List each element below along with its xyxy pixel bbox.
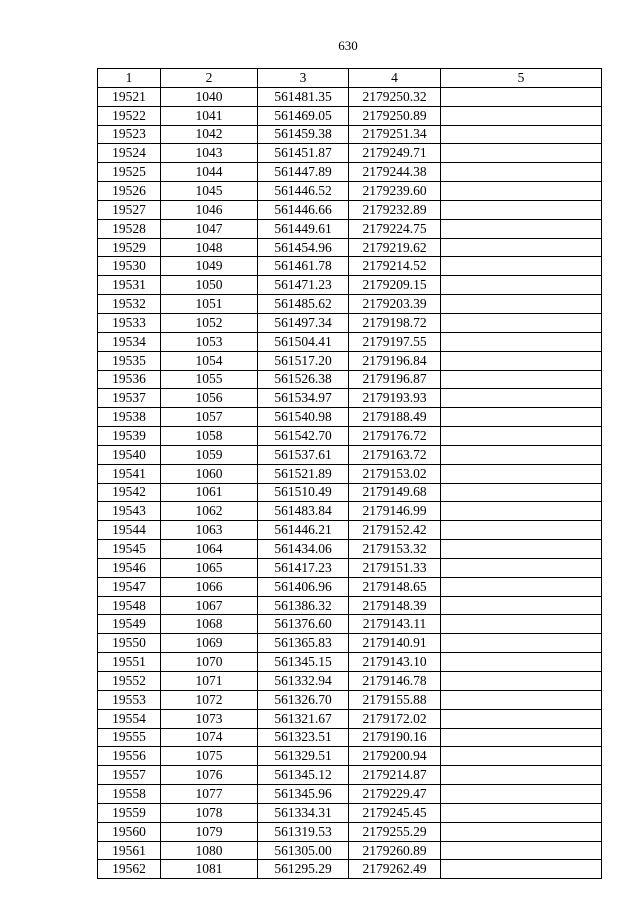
column-header-5: 5 xyxy=(441,69,602,88)
table-row xyxy=(98,257,602,276)
y-coordinate-cell: 2179245.45 xyxy=(349,803,441,822)
table-row xyxy=(98,785,602,804)
note-cell xyxy=(441,313,602,332)
table-row xyxy=(98,445,602,464)
table-row xyxy=(98,577,602,596)
vertex-number-cell: 1050 xyxy=(161,276,258,295)
note-cell xyxy=(441,709,602,728)
vertex-number-cell: 1071 xyxy=(161,672,258,691)
table-row xyxy=(98,615,602,634)
note-cell xyxy=(441,502,602,521)
note-cell xyxy=(441,860,602,879)
y-coordinate-cell: 2179155.88 xyxy=(349,690,441,709)
x-coordinate-cell: 561446.52 xyxy=(258,182,349,201)
x-coordinate-cell: 561537.61 xyxy=(258,445,349,464)
note-cell xyxy=(441,276,602,295)
table-row xyxy=(98,144,602,163)
column-header-3: 3 xyxy=(258,69,349,88)
y-coordinate-cell: 2179172.02 xyxy=(349,709,441,728)
x-coordinate-cell: 561471.23 xyxy=(258,276,349,295)
point-number-cell: 19558 xyxy=(98,785,161,804)
point-number-cell: 19553 xyxy=(98,690,161,709)
header-row xyxy=(98,69,602,88)
column-header-1: 1 xyxy=(98,69,161,88)
y-coordinate-cell: 2179146.99 xyxy=(349,502,441,521)
y-coordinate-cell: 2179255.29 xyxy=(349,822,441,841)
table-row xyxy=(98,295,602,314)
table-row xyxy=(98,521,602,540)
note-cell xyxy=(441,785,602,804)
x-coordinate-cell: 561319.53 xyxy=(258,822,349,841)
point-number-cell: 19550 xyxy=(98,634,161,653)
y-coordinate-cell: 2179249.71 xyxy=(349,144,441,163)
x-coordinate-cell: 561332.94 xyxy=(258,672,349,691)
table-row xyxy=(98,766,602,785)
x-coordinate-cell: 561345.15 xyxy=(258,653,349,672)
note-cell xyxy=(441,144,602,163)
x-coordinate-cell: 561534.97 xyxy=(258,389,349,408)
x-coordinate-cell: 561326.70 xyxy=(258,690,349,709)
note-cell xyxy=(441,766,602,785)
note-cell xyxy=(441,351,602,370)
vertex-number-cell: 1041 xyxy=(161,106,258,125)
table-row xyxy=(98,351,602,370)
table-header xyxy=(98,69,602,88)
point-number-cell: 19524 xyxy=(98,144,161,163)
vertex-number-cell: 1059 xyxy=(161,445,258,464)
x-coordinate-cell: 561517.20 xyxy=(258,351,349,370)
y-coordinate-cell: 2179198.72 xyxy=(349,313,441,332)
x-coordinate-cell: 561447.89 xyxy=(258,163,349,182)
x-coordinate-cell: 561323.51 xyxy=(258,728,349,747)
point-number-cell: 19528 xyxy=(98,219,161,238)
table-row xyxy=(98,408,602,427)
point-number-cell: 19526 xyxy=(98,182,161,201)
x-coordinate-cell: 561542.70 xyxy=(258,427,349,446)
table-row xyxy=(98,728,602,747)
x-coordinate-cell: 561365.83 xyxy=(258,634,349,653)
point-number-cell: 19549 xyxy=(98,615,161,634)
note-cell xyxy=(441,163,602,182)
note-cell xyxy=(441,200,602,219)
point-number-cell: 19555 xyxy=(98,728,161,747)
point-number-cell: 19562 xyxy=(98,860,161,879)
note-cell xyxy=(441,106,602,125)
table-row xyxy=(98,860,602,879)
x-coordinate-cell: 561483.84 xyxy=(258,502,349,521)
y-coordinate-cell: 2179143.10 xyxy=(349,653,441,672)
point-number-cell: 19541 xyxy=(98,464,161,483)
point-number-cell: 19548 xyxy=(98,596,161,615)
note-cell xyxy=(441,822,602,841)
note-cell xyxy=(441,219,602,238)
point-number-cell: 19539 xyxy=(98,427,161,446)
vertex-number-cell: 1042 xyxy=(161,125,258,144)
point-number-cell: 19522 xyxy=(98,106,161,125)
y-coordinate-cell: 2179200.94 xyxy=(349,747,441,766)
point-number-cell: 19535 xyxy=(98,351,161,370)
table-row xyxy=(98,747,602,766)
vertex-number-cell: 1052 xyxy=(161,313,258,332)
note-cell xyxy=(441,803,602,822)
note-cell xyxy=(441,634,602,653)
x-coordinate-cell: 561526.38 xyxy=(258,370,349,389)
x-coordinate-cell: 561345.12 xyxy=(258,766,349,785)
x-coordinate-cell: 561295.29 xyxy=(258,860,349,879)
note-cell xyxy=(441,182,602,201)
x-coordinate-cell: 561417.23 xyxy=(258,558,349,577)
y-coordinate-cell: 2179153.02 xyxy=(349,464,441,483)
y-coordinate-cell: 2179163.72 xyxy=(349,445,441,464)
y-coordinate-cell: 2179153.32 xyxy=(349,540,441,559)
vertex-number-cell: 1045 xyxy=(161,182,258,201)
vertex-number-cell: 1076 xyxy=(161,766,258,785)
point-number-cell: 19546 xyxy=(98,558,161,577)
point-number-cell: 19534 xyxy=(98,332,161,351)
note-cell xyxy=(441,295,602,314)
note-cell xyxy=(441,558,602,577)
y-coordinate-cell: 2179152.42 xyxy=(349,521,441,540)
x-coordinate-cell: 561497.34 xyxy=(258,313,349,332)
note-cell xyxy=(441,332,602,351)
x-coordinate-cell: 561540.98 xyxy=(258,408,349,427)
y-coordinate-cell: 2179148.65 xyxy=(349,577,441,596)
note-cell xyxy=(441,615,602,634)
y-coordinate-cell: 2179149.68 xyxy=(349,483,441,502)
point-number-cell: 19554 xyxy=(98,709,161,728)
point-number-cell: 19533 xyxy=(98,313,161,332)
x-coordinate-cell: 561321.67 xyxy=(258,709,349,728)
table-row xyxy=(98,370,602,389)
vertex-number-cell: 1078 xyxy=(161,803,258,822)
point-number-cell: 19557 xyxy=(98,766,161,785)
y-coordinate-cell: 2179224.75 xyxy=(349,219,441,238)
table-row xyxy=(98,427,602,446)
vertex-number-cell: 1055 xyxy=(161,370,258,389)
vertex-number-cell: 1048 xyxy=(161,238,258,257)
note-cell xyxy=(441,521,602,540)
point-number-cell: 19530 xyxy=(98,257,161,276)
x-coordinate-cell: 561376.60 xyxy=(258,615,349,634)
x-coordinate-cell: 561334.31 xyxy=(258,803,349,822)
vertex-number-cell: 1056 xyxy=(161,389,258,408)
note-cell xyxy=(441,125,602,144)
table-row xyxy=(98,690,602,709)
y-coordinate-cell: 2179188.49 xyxy=(349,408,441,427)
point-number-cell: 19537 xyxy=(98,389,161,408)
note-cell xyxy=(441,672,602,691)
table-row xyxy=(98,672,602,691)
vertex-number-cell: 1068 xyxy=(161,615,258,634)
y-coordinate-cell: 2179251.34 xyxy=(349,125,441,144)
table-row xyxy=(98,502,602,521)
x-coordinate-cell: 561459.38 xyxy=(258,125,349,144)
table-row xyxy=(98,238,602,257)
x-coordinate-cell: 561469.05 xyxy=(258,106,349,125)
y-coordinate-cell: 2179193.93 xyxy=(349,389,441,408)
vertex-number-cell: 1074 xyxy=(161,728,258,747)
vertex-number-cell: 1081 xyxy=(161,860,258,879)
vertex-number-cell: 1061 xyxy=(161,483,258,502)
point-number-cell: 19556 xyxy=(98,747,161,766)
point-number-cell: 19551 xyxy=(98,653,161,672)
table-row xyxy=(98,219,602,238)
note-cell xyxy=(441,445,602,464)
point-number-cell: 19538 xyxy=(98,408,161,427)
y-coordinate-cell: 2179250.32 xyxy=(349,87,441,106)
table-row xyxy=(98,841,602,860)
column-header-4: 4 xyxy=(349,69,441,88)
vertex-number-cell: 1066 xyxy=(161,577,258,596)
point-number-cell: 19552 xyxy=(98,672,161,691)
x-coordinate-cell: 561345.96 xyxy=(258,785,349,804)
y-coordinate-cell: 2179262.49 xyxy=(349,860,441,879)
x-coordinate-cell: 561329.51 xyxy=(258,747,349,766)
vertex-number-cell: 1058 xyxy=(161,427,258,446)
y-coordinate-cell: 2179203.39 xyxy=(349,295,441,314)
table-row xyxy=(98,634,602,653)
x-coordinate-cell: 561521.89 xyxy=(258,464,349,483)
note-cell xyxy=(441,841,602,860)
x-coordinate-cell: 561504.41 xyxy=(258,332,349,351)
y-coordinate-cell: 2179196.87 xyxy=(349,370,441,389)
vertex-number-cell: 1079 xyxy=(161,822,258,841)
table-row xyxy=(98,803,602,822)
vertex-number-cell: 1040 xyxy=(161,87,258,106)
x-coordinate-cell: 561386.32 xyxy=(258,596,349,615)
y-coordinate-cell: 2179148.39 xyxy=(349,596,441,615)
x-coordinate-cell: 561451.87 xyxy=(258,144,349,163)
vertex-number-cell: 1065 xyxy=(161,558,258,577)
vertex-number-cell: 1067 xyxy=(161,596,258,615)
table-row xyxy=(98,653,602,672)
table-row xyxy=(98,313,602,332)
point-number-cell: 19527 xyxy=(98,200,161,219)
vertex-number-cell: 1046 xyxy=(161,200,258,219)
note-cell xyxy=(441,747,602,766)
note-cell xyxy=(441,257,602,276)
table-row xyxy=(98,276,602,295)
vertex-number-cell: 1049 xyxy=(161,257,258,276)
point-number-cell: 19561 xyxy=(98,841,161,860)
table-row xyxy=(98,389,602,408)
note-cell xyxy=(441,690,602,709)
vertex-number-cell: 1080 xyxy=(161,841,258,860)
table-row xyxy=(98,540,602,559)
page-number: 630 xyxy=(338,38,358,53)
vertex-number-cell: 1054 xyxy=(161,351,258,370)
note-cell xyxy=(441,408,602,427)
y-coordinate-cell: 2179143.11 xyxy=(349,615,441,634)
y-coordinate-cell: 2179190.16 xyxy=(349,728,441,747)
table-row xyxy=(98,200,602,219)
y-coordinate-cell: 2179140.91 xyxy=(349,634,441,653)
vertex-number-cell: 1064 xyxy=(161,540,258,559)
point-number-cell: 19529 xyxy=(98,238,161,257)
point-number-cell: 19521 xyxy=(98,87,161,106)
vertex-number-cell: 1043 xyxy=(161,144,258,163)
table-row xyxy=(98,464,602,483)
coordinates-table xyxy=(97,68,602,879)
point-number-cell: 19543 xyxy=(98,502,161,521)
y-coordinate-cell: 2179176.72 xyxy=(349,427,441,446)
vertex-number-cell: 1063 xyxy=(161,521,258,540)
vertex-number-cell: 1051 xyxy=(161,295,258,314)
x-coordinate-cell: 561305.00 xyxy=(258,841,349,860)
note-cell xyxy=(441,577,602,596)
table-row xyxy=(98,822,602,841)
point-number-cell: 19523 xyxy=(98,125,161,144)
point-number-cell: 19547 xyxy=(98,577,161,596)
note-cell xyxy=(441,370,602,389)
point-number-cell: 19545 xyxy=(98,540,161,559)
note-cell xyxy=(441,483,602,502)
note-cell xyxy=(441,87,602,106)
point-number-cell: 19559 xyxy=(98,803,161,822)
point-number-cell: 19531 xyxy=(98,276,161,295)
vertex-number-cell: 1077 xyxy=(161,785,258,804)
point-number-cell: 19542 xyxy=(98,483,161,502)
y-coordinate-cell: 2179239.60 xyxy=(349,182,441,201)
vertex-number-cell: 1047 xyxy=(161,219,258,238)
table-row xyxy=(98,182,602,201)
x-coordinate-cell: 561446.21 xyxy=(258,521,349,540)
x-coordinate-cell: 561510.49 xyxy=(258,483,349,502)
point-number-cell: 19525 xyxy=(98,163,161,182)
table-row xyxy=(98,558,602,577)
vertex-number-cell: 1073 xyxy=(161,709,258,728)
point-number-cell: 19560 xyxy=(98,822,161,841)
y-coordinate-cell: 2179146.78 xyxy=(349,672,441,691)
note-cell xyxy=(441,389,602,408)
table-row xyxy=(98,596,602,615)
vertex-number-cell: 1053 xyxy=(161,332,258,351)
vertex-number-cell: 1069 xyxy=(161,634,258,653)
y-coordinate-cell: 2179197.55 xyxy=(349,332,441,351)
note-cell xyxy=(441,728,602,747)
x-coordinate-cell: 561481.35 xyxy=(258,87,349,106)
vertex-number-cell: 1057 xyxy=(161,408,258,427)
vertex-number-cell: 1060 xyxy=(161,464,258,483)
point-number-cell: 19544 xyxy=(98,521,161,540)
x-coordinate-cell: 561406.96 xyxy=(258,577,349,596)
vertex-number-cell: 1062 xyxy=(161,502,258,521)
x-coordinate-cell: 561461.78 xyxy=(258,257,349,276)
y-coordinate-cell: 2179260.89 xyxy=(349,841,441,860)
y-coordinate-cell: 2179214.52 xyxy=(349,257,441,276)
table-row xyxy=(98,483,602,502)
table-row xyxy=(98,125,602,144)
table-row xyxy=(98,106,602,125)
vertex-number-cell: 1072 xyxy=(161,690,258,709)
point-number-cell: 19532 xyxy=(98,295,161,314)
y-coordinate-cell: 2179219.62 xyxy=(349,238,441,257)
y-coordinate-cell: 2179229.47 xyxy=(349,785,441,804)
table-body xyxy=(98,87,602,878)
note-cell xyxy=(441,596,602,615)
y-coordinate-cell: 2179244.38 xyxy=(349,163,441,182)
y-coordinate-cell: 2179214.87 xyxy=(349,766,441,785)
y-coordinate-cell: 2179232.89 xyxy=(349,200,441,219)
table-row xyxy=(98,87,602,106)
y-coordinate-cell: 2179209.15 xyxy=(349,276,441,295)
y-coordinate-cell: 2179151.33 xyxy=(349,558,441,577)
table-row xyxy=(98,163,602,182)
vertex-number-cell: 1070 xyxy=(161,653,258,672)
table-row xyxy=(98,332,602,351)
note-cell xyxy=(441,540,602,559)
note-cell xyxy=(441,238,602,257)
point-number-cell: 19540 xyxy=(98,445,161,464)
x-coordinate-cell: 561454.96 xyxy=(258,238,349,257)
point-number-cell: 19536 xyxy=(98,370,161,389)
column-header-2: 2 xyxy=(161,69,258,88)
table-row xyxy=(98,709,602,728)
y-coordinate-cell: 2179250.89 xyxy=(349,106,441,125)
vertex-number-cell: 1044 xyxy=(161,163,258,182)
x-coordinate-cell: 561434.06 xyxy=(258,540,349,559)
vertex-number-cell: 1075 xyxy=(161,747,258,766)
note-cell xyxy=(441,653,602,672)
x-coordinate-cell: 561446.66 xyxy=(258,200,349,219)
note-cell xyxy=(441,427,602,446)
x-coordinate-cell: 561485.62 xyxy=(258,295,349,314)
x-coordinate-cell: 561449.61 xyxy=(258,219,349,238)
note-cell xyxy=(441,464,602,483)
y-coordinate-cell: 2179196.84 xyxy=(349,351,441,370)
